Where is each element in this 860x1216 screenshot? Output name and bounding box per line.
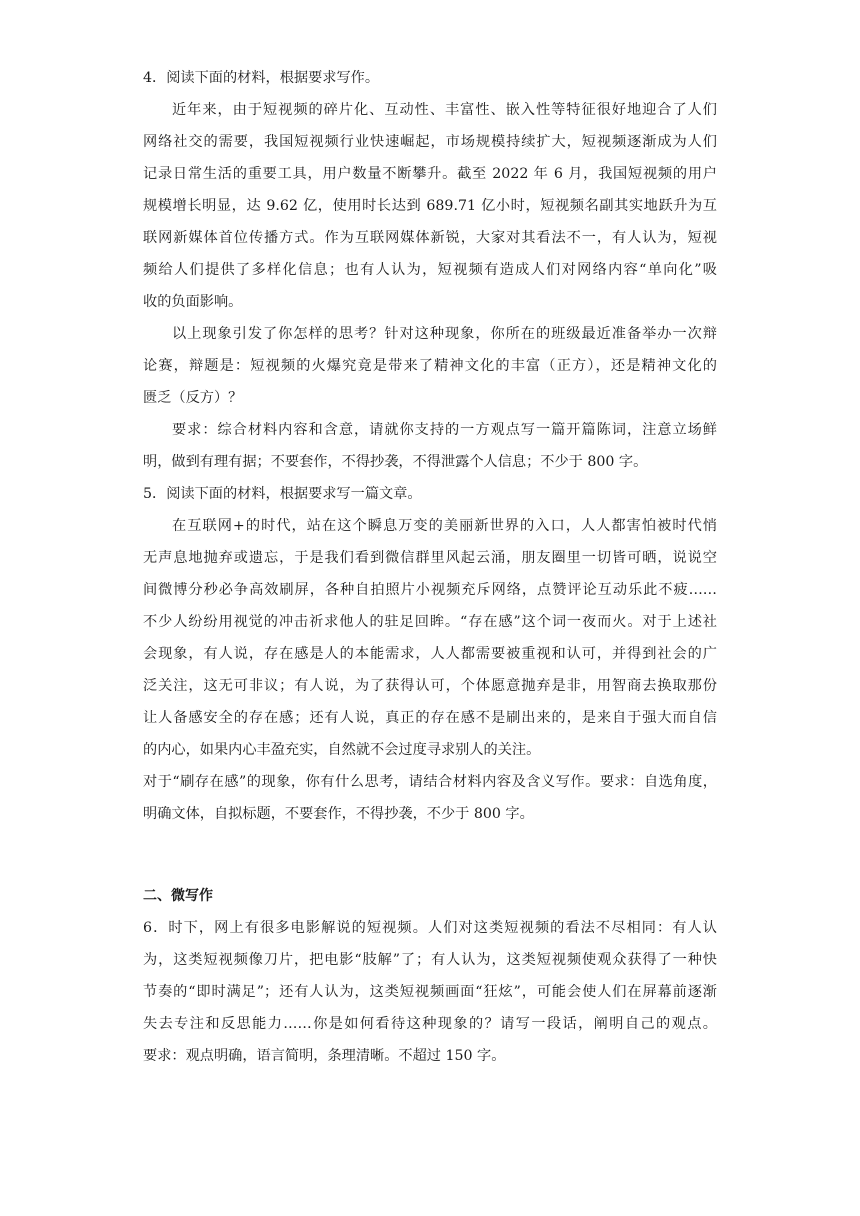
question-5-title: 5．阅读下面的材料，根据要求写一篇文章。 <box>143 486 422 502</box>
question-5-material-paragraph <box>143 510 717 766</box>
text-line: 明，做到有理有据；不要套作，不得抄袭，不得泄露个人信息；不少于 800 字。 <box>143 454 648 470</box>
text-line: 无声息地抛弃或遗忘，于是我们看到微信群里风起云涌，朋友圈里一切皆可晒，说说空 <box>143 550 717 566</box>
document-page <box>143 62 717 1072</box>
text-line: 的内心，如果内心丰盈充实，自然就不会过度寻求别人的关注。 <box>143 742 541 758</box>
text-line: 在互联网+的时代，站在这个瞬息万变的美丽新世界的入口，人人都害怕被时代悄 <box>172 518 717 534</box>
text-line: 收的负面影响。 <box>143 294 243 310</box>
question-4-title: 4．阅读下面的材料，根据要求写作。 <box>143 70 380 86</box>
section-spacer <box>143 830 717 880</box>
text-line: 6．时下，网上有很多电影解说的短视频。人们对这类短视频的看法不尽相同：有人认 <box>143 920 717 936</box>
text-line: 对于“刷存在感”的现象，你有什么思考，请结合材料内容及含义写作。要求：自选角度， <box>143 774 717 790</box>
text-line: 要求：综合材料内容和含意，请就你支持的一方观点写一篇开篇陈词，注意立场鲜 <box>172 422 717 438</box>
text-line: 节奏的“即时满足”；还有人认为，这类短视频画面“狂炫”，可能会使人们在屏幕前逐渐 <box>143 984 717 1000</box>
section-heading: 二、微写作 <box>143 888 213 904</box>
question-4-material-paragraph <box>143 94 717 318</box>
text-line: 会现象，有人说，存在感是人的本能需求，人人都需要被重视和认可，并得到社会的广 <box>143 646 717 662</box>
question-6-paragraph <box>143 912 717 1072</box>
text-line: 近年来，由于短视频的碎片化、互动性、丰富性、嵌入性等特征很好地迎合了人们 <box>172 102 717 118</box>
text-line: 频给人们提供了多样化信息；也有人认为，短视频有造成人们对网络内容“单向化”吸 <box>143 262 717 278</box>
text-line: 明确文体，自拟标题，不要套作，不得抄袭，不少于 800 字。 <box>143 806 534 822</box>
text-line: 要求：观点明确，语言简明，条理清晰。不超过 150 字。 <box>143 1048 506 1064</box>
text-line: 联网新媒体首位传播方式。作为互联网媒体新锐，大家对其看法不一，有人认为，短视 <box>143 230 717 246</box>
text-line: 泛关注，这无可非议；有人说，为了获得认可，个体愿意抛弃是非，用智商去换取那份 <box>143 678 717 694</box>
text-line: 记录日常生活的重要工具，用户数量不断攀升。截至 2022 年 6 月，我国短视频的用户 <box>143 166 717 182</box>
question-5-requirements <box>143 766 717 830</box>
text-line: 规模增长明显，达 9.62 亿，使用时长达到 689.71 亿小时，短视频名副其实地跃升为互 <box>143 198 717 214</box>
text-line: 论赛，辩题是：短视频的火爆究竟是带来了精神文化的丰富（正方），还是精神文化的 <box>143 358 717 374</box>
question-4-requirements <box>143 414 717 478</box>
text-line: 匮乏（反方）？ <box>143 390 243 406</box>
text-line: 让人备感安全的存在感；还有人说，真正的存在感不是刷出来的，是来自于强大而自信 <box>143 710 717 726</box>
text-line: 网络社交的需要，我国短视频行业快速崛起，市场规模持续扩大，短视频逐渐成为人们 <box>143 134 717 150</box>
question-4-debate-paragraph <box>143 318 717 414</box>
text-line: 不少人纷纷用视觉的冲击祈求他人的驻足回眸。“存在感”这个词一夜而火。对于上述社 <box>143 614 717 630</box>
text-line: 为，这类短视频像刀片，把电影“肢解”了；有人认为，这类短视频使观众获得了一种快 <box>143 952 717 968</box>
text-line: 以上现象引发了你怎样的思考？针对这种现象，你所在的班级最近准备举办一次辩 <box>172 326 717 342</box>
text-line: 失去专注和反思能力……你是如何看待这种现象的？请写一段话，阐明自己的观点。 <box>143 1016 717 1032</box>
text-line: 间微博分秒必争高效刷屏，各种自拍照片小视频充斥网络，点赞评论互动乐此不疲…… <box>143 582 717 598</box>
